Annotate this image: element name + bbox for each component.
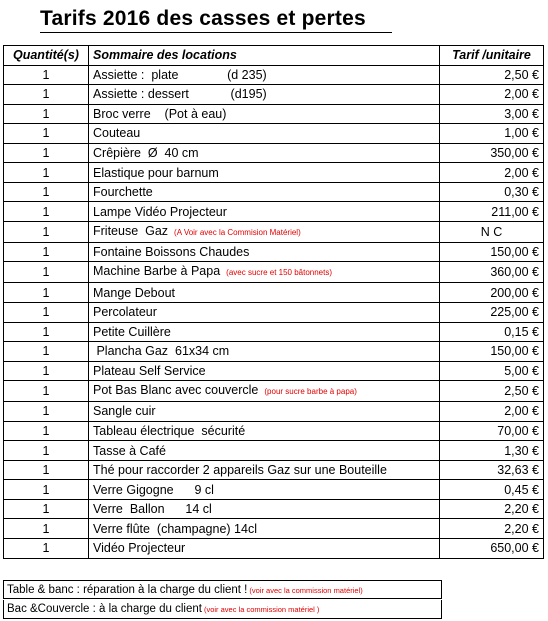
row-price: 211,00 €	[440, 202, 544, 222]
footer-remark: (voir avec la commission matériel)	[249, 586, 363, 595]
item-name: Assiette : plate	[93, 67, 179, 82]
item-name: Tableau électrique sécurité	[93, 424, 246, 439]
row-price: 5,00 €	[440, 361, 544, 381]
header-quantity: Quantité(s)	[4, 46, 89, 66]
table-row	[4, 539, 544, 559]
row-description	[89, 402, 440, 422]
row-price: 3,00 €	[440, 104, 544, 124]
item-name: Plateau Self Service	[93, 363, 206, 378]
row-price: 650,00 €	[440, 539, 544, 559]
item-name: Lampe Vidéo Projecteur	[93, 204, 227, 219]
row-quantity: 1	[4, 85, 89, 105]
item-name: Sangle cuir	[93, 404, 156, 419]
row-quantity: 1	[4, 519, 89, 539]
footer-text: Table & banc : réparation à la charge du client !	[7, 584, 248, 596]
row-price: 150,00 €	[440, 242, 544, 262]
row-description	[89, 262, 440, 283]
row-description	[89, 85, 440, 105]
row-price: 150,00 €	[440, 342, 544, 362]
row-description	[89, 163, 440, 183]
row-quantity: 1	[4, 163, 89, 183]
item-detail: 14 cl	[164, 502, 212, 517]
row-quantity: 1	[4, 441, 89, 461]
row-quantity: 1	[4, 460, 89, 480]
row-price: 225,00 €	[440, 303, 544, 323]
table-row	[4, 262, 544, 283]
row-price: 70,00 €	[440, 421, 544, 441]
item-remark: (A Voir avec la Commision Matériel)	[174, 227, 301, 237]
row-price: 0,15 €	[440, 322, 544, 342]
table-row	[4, 85, 544, 105]
table-row	[4, 104, 544, 124]
row-quantity: 1	[4, 262, 89, 283]
row-description	[89, 124, 440, 144]
row-price: 2,20 €	[440, 499, 544, 519]
tarifs-table	[3, 45, 544, 559]
table-row	[4, 242, 544, 262]
table-row	[4, 182, 544, 202]
row-quantity: 1	[4, 182, 89, 202]
footer-note-table-banc	[3, 580, 442, 599]
row-description	[89, 104, 440, 124]
row-price: 2,50 €	[440, 381, 544, 402]
item-name: Machine Barbe à Papa	[93, 264, 221, 279]
table-row	[4, 519, 544, 539]
row-description	[89, 322, 440, 342]
table-row	[4, 402, 544, 422]
item-name: Verre Gigogne	[93, 482, 174, 497]
row-price: 2,00 €	[440, 85, 544, 105]
item-name: Mange Debout	[93, 285, 176, 300]
item-name: Petite Cuillère	[93, 324, 171, 339]
row-quantity: 1	[4, 361, 89, 381]
table-row	[4, 163, 544, 183]
row-quantity: 1	[4, 342, 89, 362]
table-row	[4, 460, 544, 480]
header-description: Sommaire des locations	[89, 46, 440, 66]
footer-note-bac-couvercle	[3, 600, 442, 619]
title-underline	[40, 32, 392, 33]
row-description	[89, 381, 440, 402]
row-description	[89, 342, 440, 362]
row-description	[89, 421, 440, 441]
row-quantity: 1	[4, 221, 89, 242]
row-quantity: 1	[4, 402, 89, 422]
footer-text: Bac &Couvercle : à la charge du client	[7, 603, 202, 615]
table-row	[4, 499, 544, 519]
item-name: Elastique pour barnum	[93, 165, 219, 180]
row-description	[89, 361, 440, 381]
row-quantity: 1	[4, 539, 89, 559]
row-description	[89, 303, 440, 323]
row-quantity: 1	[4, 143, 89, 163]
item-name: Friteuse Gaz	[93, 223, 169, 238]
table-row	[4, 221, 544, 242]
item-name: Fourchette	[93, 185, 153, 200]
row-price: 2,50 €	[440, 65, 544, 85]
item-detail: (d195)	[188, 87, 267, 102]
table-row	[4, 202, 544, 222]
table-row	[4, 303, 544, 323]
table-row	[4, 65, 544, 85]
table-row	[4, 342, 544, 362]
item-detail: (Pot à eau)	[150, 106, 227, 121]
table-row	[4, 381, 544, 402]
row-description	[89, 242, 440, 262]
item-name: Percolateur	[93, 305, 157, 320]
row-description	[89, 480, 440, 500]
item-name: Thé pour raccorder 2 appareils Gaz sur une Bouteille	[93, 463, 387, 478]
row-price: 1,30 €	[440, 441, 544, 461]
row-quantity: 1	[4, 202, 89, 222]
row-description	[89, 143, 440, 163]
row-quantity: 1	[4, 381, 89, 402]
page-title: Tarifs 2016 des casses et pertes	[40, 7, 366, 30]
table-row	[4, 124, 544, 144]
table-row	[4, 361, 544, 381]
table-row	[4, 322, 544, 342]
item-name: Verre Ballon	[93, 502, 165, 517]
item-name: Tasse à Café	[93, 443, 166, 458]
row-price: 200,00 €	[440, 283, 544, 303]
row-quantity: 1	[4, 480, 89, 500]
item-remark: (pour sucre barbe à papa)	[264, 387, 357, 397]
row-price: 2,00 €	[440, 163, 544, 183]
table-row	[4, 480, 544, 500]
header-price: Tarif /unitaire	[440, 46, 544, 66]
row-description	[89, 65, 440, 85]
table-body	[4, 65, 544, 558]
row-price: 0,45 €	[440, 480, 544, 500]
row-description	[89, 202, 440, 222]
item-name: Broc verre	[93, 106, 151, 121]
item-name: Crêpière Ø 40 cm	[93, 146, 199, 160]
row-description	[89, 182, 440, 202]
item-detail: 9 cl	[173, 482, 214, 497]
item-name: Fontaine Boissons Chaudes	[93, 245, 250, 260]
row-quantity: 1	[4, 499, 89, 519]
table-row	[4, 143, 544, 163]
row-description	[89, 221, 440, 242]
footer-remark: (voir avec la commission matériel )	[203, 605, 320, 614]
row-quantity: 1	[4, 421, 89, 441]
row-price: 32,63 €	[440, 460, 544, 480]
row-description	[89, 441, 440, 461]
item-remark: (avec sucre et 150 bâtonnets)	[226, 268, 333, 278]
row-quantity: 1	[4, 303, 89, 323]
row-price: 2,20 €	[440, 519, 544, 539]
row-description	[89, 460, 440, 480]
item-name: Assiette : dessert	[93, 87, 189, 102]
item-detail: (d 235)	[178, 67, 267, 82]
row-quantity: 1	[4, 104, 89, 124]
row-description	[89, 539, 440, 559]
table-row	[4, 283, 544, 303]
item-name: Vidéo Projecteur	[93, 541, 186, 556]
row-price: 2,00 €	[440, 402, 544, 422]
row-price: 360,00 €	[440, 262, 544, 283]
row-price: N C	[440, 221, 544, 242]
row-price: 0,30 €	[440, 182, 544, 202]
row-quantity: 1	[4, 124, 89, 144]
item-name: Plancha Gaz 61x34 cm	[93, 344, 230, 359]
item-name: Pot Bas Blanc avec couvercle	[93, 383, 259, 398]
table-header-row	[4, 46, 544, 66]
row-description	[89, 283, 440, 303]
item-name: Verre flûte (champagne) 14cl	[93, 521, 257, 536]
row-price: 350,00 €	[440, 143, 544, 163]
row-quantity: 1	[4, 283, 89, 303]
row-description	[89, 499, 440, 519]
row-quantity: 1	[4, 242, 89, 262]
row-quantity: 1	[4, 65, 89, 85]
table-row	[4, 421, 544, 441]
row-quantity: 1	[4, 322, 89, 342]
table-row	[4, 441, 544, 461]
row-price: 1,00 €	[440, 124, 544, 144]
row-description	[89, 519, 440, 539]
item-name: Couteau	[93, 126, 141, 141]
